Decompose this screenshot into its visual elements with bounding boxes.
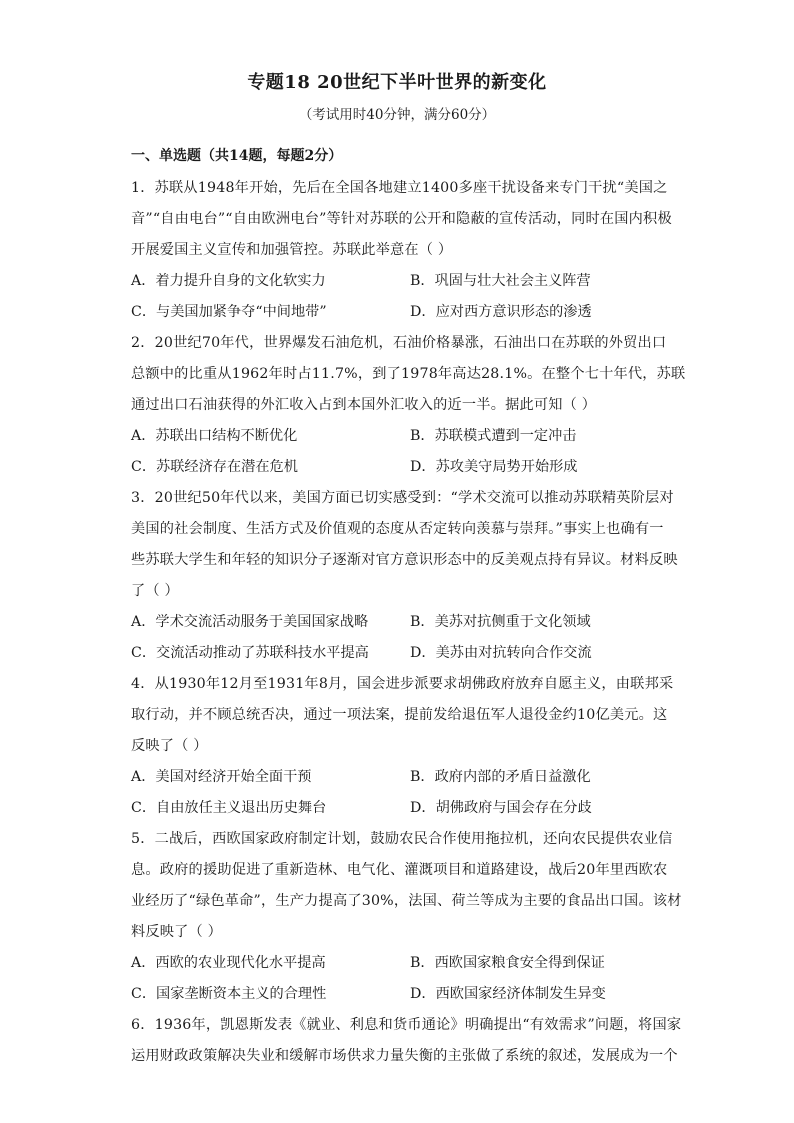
answer-option: B．巩固与壮大社会主义阵营	[410, 273, 591, 289]
answer-option: C．国家垄断资本主义的合理性	[131, 986, 327, 1002]
page-title: 专题18 20世纪下半叶世界的新变化	[247, 72, 547, 93]
option-row	[131, 297, 661, 328]
answer-option: B．政府内部的矛盾日益激化	[410, 769, 591, 785]
question-text-line: 反映了（ ）	[131, 738, 208, 754]
answer-option: A．美国对经济开始全面干预	[131, 769, 312, 785]
answer-option: D．胡佛政府与国会存在分歧	[410, 800, 592, 816]
answer-option: A．苏联出口结构不断优化	[131, 428, 298, 444]
question-5	[131, 824, 682, 1010]
option-row	[131, 762, 661, 793]
question-text-line: 3．20世纪50年代以来，美国方面已切实感受到：“学术交流可以推动苏联精英阶层对	[131, 490, 674, 506]
question-text-line: 2．20世纪70年代，世界爆发石油危机，石油价格暴涨，石油出口在苏联的外贸出口	[131, 335, 667, 351]
option-row	[131, 948, 661, 979]
question-3	[131, 483, 678, 669]
answer-option: B．西欧国家粮食安全得到保证	[410, 955, 605, 971]
question-list	[131, 145, 686, 1072]
answer-option: C．苏联经济存在潜在危机	[131, 459, 298, 475]
option-row	[131, 793, 661, 824]
answer-option: C．交流活动推动了苏联科技水平提高	[131, 645, 369, 661]
exam-time-note: （考试用时40分钟，满分60分）	[298, 107, 496, 123]
question-text-line: 总额中的比重从1962年时占11.7%，到了1978年高达28.1%。在整个七十年代，苏联	[131, 366, 686, 382]
option-row	[131, 266, 661, 297]
section-heading: 一、单选题（共14题，每题2分）	[131, 148, 343, 164]
answer-option: D．美苏由对抗转向合作交流	[410, 645, 592, 661]
question-text-line: 通过出口石油获得的外汇收入占到本国外汇收入的近一半。据此可知（ ）	[131, 397, 597, 413]
question-text-line: 业经历了“绿色革命”，生产力提高了30%，法国、荷兰等成为主要的食品出口国。该材	[131, 893, 682, 909]
answer-option: D．西欧国家经济体制发生异变	[410, 986, 606, 1002]
question-text-line: 些苏联大学生和年轻的知识分子逐渐对官方意识形态中的反美观点持有异议。材料反映	[131, 552, 678, 568]
answer-option: D．苏攻美守局势开始形成	[410, 459, 578, 475]
question-text-line: 美国的社会制度、生活方式及价值观的态度从否定转向羡慕与崇拜。”事实上也确有一	[131, 521, 664, 537]
answer-option: A．西欧的农业现代化水平提高	[131, 955, 326, 971]
answer-option: D．应对西方意识形态的渗透	[410, 304, 592, 320]
option-row	[131, 607, 661, 638]
answer-option: C．与美国加紧争夺“中间地带”	[131, 304, 327, 320]
answer-option: B．美苏对抗侧重于文化领域	[410, 614, 591, 630]
question-6	[131, 1010, 682, 1072]
answer-option: A．着力提升自身的文化软实力	[131, 273, 326, 289]
question-text-line: 料反映了（ ）	[131, 924, 223, 940]
questions-container	[131, 173, 686, 1072]
question-4	[131, 669, 674, 824]
question-text-line: 5．二战后，西欧国家政府制定计划，鼓励农民合作使用拖拉机，还向农民提供农业信	[131, 831, 673, 847]
answer-option: B．苏联模式遭到一定冲击	[410, 428, 577, 444]
question-2	[131, 328, 686, 483]
question-text-line: 开展爱国主义宣传和加强管控。苏联此举意在（ ）	[131, 242, 453, 258]
question-text-line: 运用财政政策解决失业和缓解市场供求力量失衡的主张做了系统的叙述，发展成为一个	[131, 1048, 678, 1064]
question-text-line: 息。政府的援助促进了重新造林、电气化、灌溉项目和道路建设，战后20年里西欧农	[131, 862, 668, 878]
answer-option: A．学术交流活动服务于美国国家战略	[131, 614, 369, 630]
question-text-line: 6．1936年，凯恩斯发表《就业、利息和货币通论》明确提出“有效需求”问题，将国家	[131, 1017, 682, 1033]
question-text-line: 4．从1930年12月至1931年8月，国会进步派要求胡佛政府放弃自愿主义，由联邦采	[131, 676, 674, 692]
question-text-line: 了（ ）	[131, 583, 179, 599]
question-text-line: 取行动，并不顾总统否决，通过一项法案，提前发给退伍军人退役金约10亿美元。这	[131, 707, 668, 723]
question-1	[131, 173, 672, 328]
option-row	[131, 452, 661, 483]
question-text-line: 1．苏联从1948年开始，先后在全国各地建立1400多座干扰设备来专门干扰“美国之	[131, 180, 668, 196]
answer-option: C．自由放任主义退出历史舞台	[131, 800, 327, 816]
option-row	[131, 979, 661, 1010]
option-row	[131, 638, 661, 669]
option-row	[131, 421, 661, 452]
question-text-line: 音”“自由电台”“自由欧洲电台”等针对苏联的公开和隐蔽的宣传活动，同时在国内积极	[131, 211, 672, 227]
